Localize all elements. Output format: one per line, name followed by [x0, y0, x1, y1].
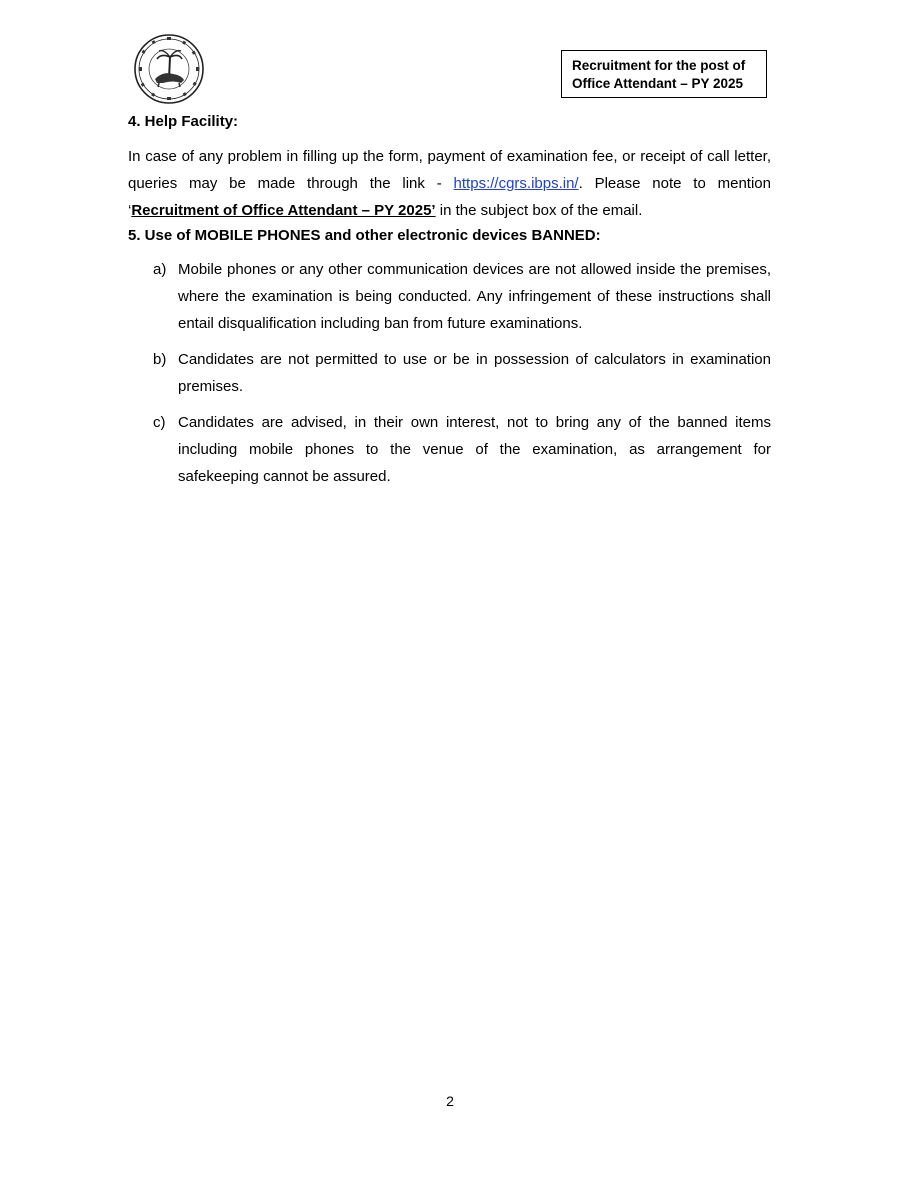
page-number: 2: [446, 1093, 454, 1109]
list-marker: b): [153, 351, 167, 368]
list-marker: c): [153, 414, 166, 431]
header-box-line2: Office Attendant – PY 2025: [572, 76, 744, 91]
list-item-text: Mobile phones or any other communication devices are not allowed inside the premises, where the examination is being conducted. Any infringement of these instructions shall entail disqualification including ban from future examinations.: [178, 261, 771, 332]
header-box-line1: Recruitment for the post of: [572, 58, 746, 73]
banned-devices-list: [128, 256, 771, 490]
help-text-before-link: In case of any problem in filling up the form, payment of examination fee, or receipt of call letter, queries may be made through the link -: [128, 148, 771, 192]
cgrs-link[interactable]: https://cgrs.ibps.in/: [453, 175, 579, 192]
list-item: [128, 346, 771, 400]
help-text-end: in the subject box of the email.: [435, 202, 643, 219]
list-item: [128, 256, 771, 337]
list-item-text: Candidates are not permitted to use or be in possession of calculators in examination premises.: [178, 351, 771, 395]
help-facility-paragraph: [128, 143, 771, 224]
list-item-text: Candidates are advised, in their own interest, not to bring any of the banned items including mobile phones to the venue of the examination, as arrangement for safekeeping cannot be assured.: [178, 414, 771, 485]
section-5-heading: 5. Use of MOBILE PHONES and other electronic devices BANNED:: [128, 227, 601, 244]
recruitment-header-box: [561, 50, 767, 98]
document-body: [128, 110, 771, 499]
help-text-after-link: . Please note to mention ‘: [128, 175, 771, 219]
list-item: [128, 409, 771, 490]
list-marker: a): [153, 261, 167, 278]
section-4-heading: 4. Help Facility:: [128, 113, 239, 130]
email-subject-text: Recruitment of Office Attendant – PY 2025’: [131, 202, 436, 219]
rbi-seal-icon: [133, 33, 205, 105]
